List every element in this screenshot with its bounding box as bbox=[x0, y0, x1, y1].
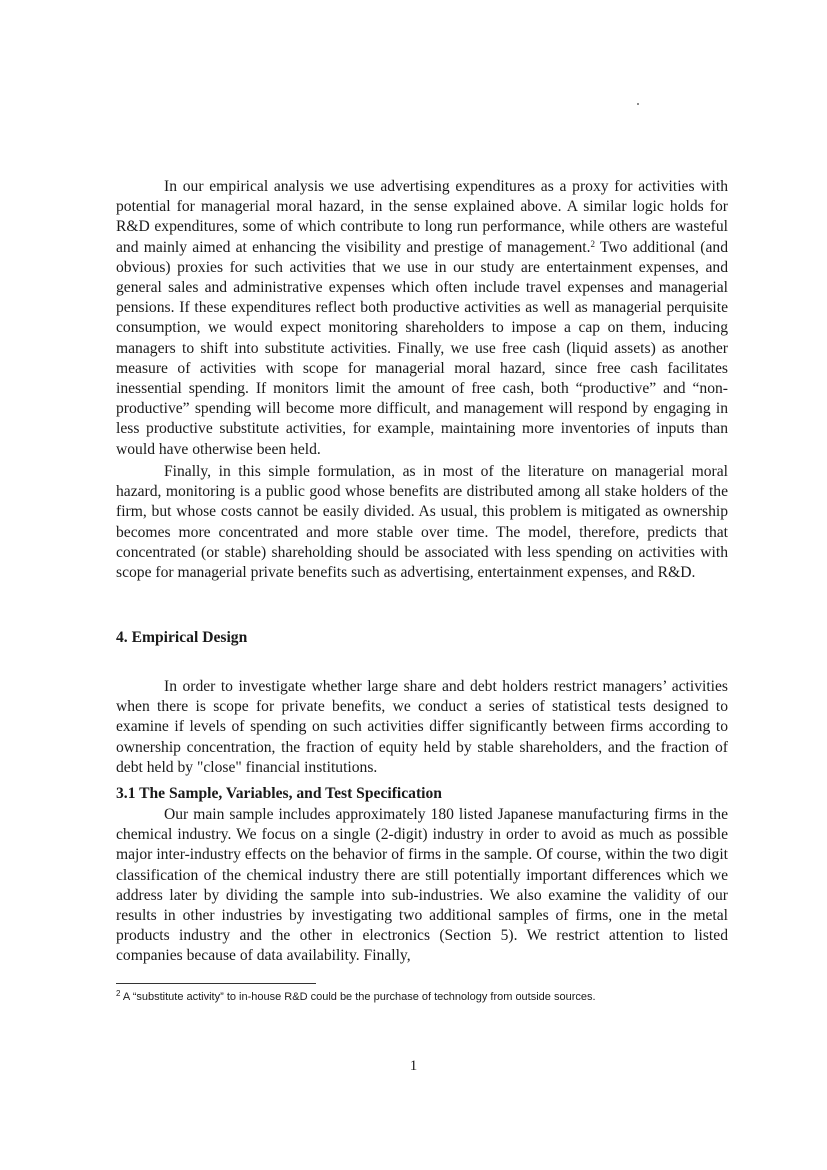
paragraph-text: In our empirical analysis we use advertising expenditures as a proxy for activities with potential for managerial moral hazard, in the sense explained above. A similar logic holds for R&D expenditures, some of which contribute to long run performance, while others are wasteful and mainly aimed at enhancing the visibility and prestige of management. bbox=[116, 178, 728, 256]
footnote-mark: 2 bbox=[116, 989, 121, 998]
footnote-text: A “substitute activity” to in-house R&D could be the purchase of technology from outside sources. bbox=[120, 991, 596, 1003]
paragraph-monitoring bbox=[116, 462, 728, 583]
scan-speck bbox=[637, 103, 639, 105]
paragraph-text: Our main sample includes approximately 180 listed Japanese manufacturing firms in the chemical industry. We focus on a single (2-digit) industry in order to avoid as much as possible major inter-industry effects on the behavior of firms in the sample. Of course, within the two digit classification of the chemical industry there are still potentially important differences which we address later by dividing the sample into sub-industries. We also examine the validity of our results in other industries by investigating two additional samples of firms, one in the metal products industry and the other in electronics (Section 5). We restrict attention to listed companies because of data availability. Finally, bbox=[116, 806, 728, 965]
paragraph-text: Two additional (and obvious) proxies for such activities that we use in our study are entertainment expenses, and general sales and administrative expenses which often include travel expenses and managerial pensions. If these expenditures reflect both productive activities as well as managerial perquisite consumption, we would expect monitoring shareholders to impose a cap on them, inducing managers to shift into substitute activities. Finally, we use free cash (liquid assets) as another measure of activities with scope for managerial moral hazard, since free cash facilitates inessential spending. If monitors limit the amount of free cash, both “productive” and “non-productive” spending will become more difficult, and management will respond by engaging in less productive substitute activities, for example, maintaining more inventories of inputs than would have otherwise been held. bbox=[116, 238, 728, 458]
paragraph-sample bbox=[116, 805, 728, 967]
page-number: 1 bbox=[409, 1058, 418, 1074]
paragraph-proxies bbox=[116, 177, 728, 460]
paragraph-text: In order to investigate whether large share and debt holders restrict managers’ activities when there is scope for private benefits, we conduct a series of statistical tests designed to examine if levels of spending on such activities differ significantly between firms according to ownership concentration, the fraction of equity held by stable shareholders, and the fraction of debt held by "close" financial institutions. bbox=[116, 678, 728, 776]
footnote-divider bbox=[116, 983, 316, 984]
footnote bbox=[116, 990, 728, 1004]
section-heading-empirical-design: 4. Empirical Design bbox=[116, 629, 248, 646]
paragraph-text: Finally, in this simple formulation, as in most of the literature on managerial moral hazard, monitoring is a public good whose benefits are distributed among all stake holders of the firm, but whose costs cannot be easily divided. As usual, this problem is mitigated as ownership becomes more concentrated and more stable over time. The model, therefore, predicts that concentrated (or stable) shareholding should be associated with less spending on activities with scope for managerial private benefits such as advertising, entertainment expenses, and R&D. bbox=[116, 463, 728, 582]
paragraph-investigation bbox=[116, 677, 728, 778]
subsection-heading-sample: 3.1 The Sample, Variables, and Test Specification bbox=[116, 785, 442, 802]
footnote-reference: 2 bbox=[590, 238, 596, 249]
